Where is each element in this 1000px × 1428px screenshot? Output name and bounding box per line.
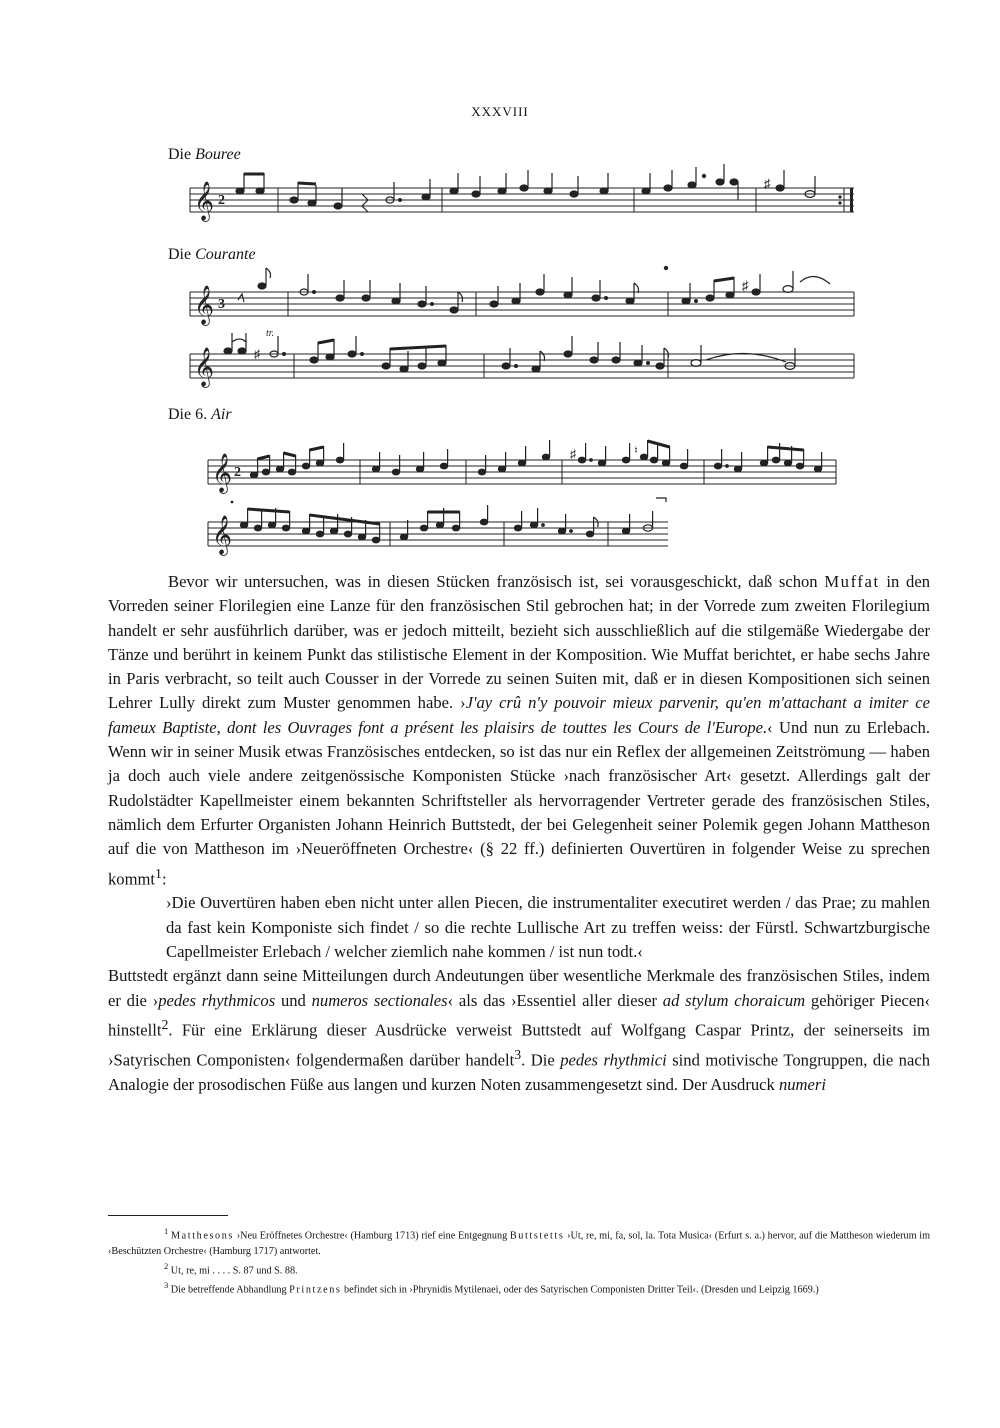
svg-text:tr.: tr. <box>266 328 275 339</box>
label-title: Bouree <box>195 146 241 163</box>
example-label-bouree <box>168 146 241 164</box>
example-label-courante <box>168 246 256 264</box>
music-staff-courante-1 <box>190 274 860 336</box>
svg-text:♮: ♮ <box>634 445 638 457</box>
example-label-air <box>168 406 232 424</box>
paragraph-2 <box>108 964 930 1097</box>
footnote-1 <box>108 1224 930 1259</box>
text-run: ›Neu Eröffnetes Orchestre‹ (Hamburg 1713) rief eine Entgegnung <box>233 1230 510 1242</box>
svg-text:♯: ♯ <box>764 176 771 191</box>
text-run: Buttstetts <box>509 1230 565 1242</box>
text-run: befindet sich in ›Phrynidis Mytilenaei, oder des Satyrischen Componisten Dritter Teil‹. (Dresden und Leipzig 1669.) <box>341 1284 819 1296</box>
meter-air: 2 <box>234 465 241 480</box>
footnotes <box>108 1224 930 1298</box>
meter-courante: 3 <box>218 297 225 312</box>
footnote-marker: 3 <box>164 1280 169 1291</box>
page-number: XXXVIII <box>471 104 529 119</box>
svg-text:𝄞: 𝄞 <box>194 181 215 221</box>
text-run: Printzens <box>289 1284 342 1296</box>
term-numeri: numeri <box>778 1074 826 1094</box>
label-title: Air <box>211 406 232 423</box>
footnote-marker: 1 <box>164 1226 169 1236</box>
text-run: ‹ als das ›Essentiel aller dieser <box>447 990 663 1010</box>
text-run: . Für eine Erklärung dieser Ausdrücke verweist Buttstedt auf Wolfgang Caspar Printz, der seinerseits im ›Satyrischen Componisten‹ folgendermaßen darüber handelt <box>108 1020 930 1070</box>
svg-text:𝄞: 𝄞 <box>194 285 215 325</box>
label-prefix: Die <box>168 246 192 263</box>
term-ad-stylum-choraicum: ad stylum choraicum <box>662 990 806 1010</box>
footnote-ref-1: 1 <box>155 865 162 881</box>
svg-text:𝄞: 𝄞 <box>212 453 233 493</box>
text-run: Bevor wir untersuchen, was in diesen Stücken französisch ist, sei vorausgeschickt, daß schon <box>168 572 825 591</box>
text-run: sind motivische Tongruppen, die nach Analogie der prosodischen Füße aus langen und kurzen Noten zusammengesetzt sind. Der Ausdruck <box>108 1050 930 1094</box>
footnote-ref-3: 3 <box>514 1046 522 1062</box>
svg-text:♯: ♯ <box>742 278 749 293</box>
text-run: Die betreffende Abhandlung <box>170 1284 290 1296</box>
music-staff-bouree <box>190 168 860 240</box>
text-run: Buttstedt ergänzt dann seine Mitteilungen durch Andeutungen über wesentliche Merkmale des französischen Stiles, indem er die › <box>108 966 930 1010</box>
text-run: ›Ut, re, mi, fa, sol, la. Tota Musica‹ (Erfurt s. a.) hervor, auf die Mattheson wiederum im ›Beschützten Orchestre‹ (Hamburg 1717) antwortet. <box>108 1230 930 1257</box>
text-run: . Die <box>521 1050 561 1070</box>
svg-text:♯: ♯ <box>570 447 576 461</box>
footnote-marker: 2 <box>164 1260 169 1271</box>
svg-text:𝄞: 𝄞 <box>212 515 233 555</box>
text-run: Ut, re, mi . . . . S. 87 und S. 88. <box>170 1265 298 1277</box>
term-pedes-rhythmicos: pedes rhythmicos <box>158 990 276 1010</box>
term-pedes-rhythmici: pedes rhythmici <box>560 1050 667 1070</box>
text-run: und <box>275 990 312 1010</box>
footnote-divider <box>108 1215 228 1216</box>
footnote-2 <box>108 1259 930 1279</box>
music-staff-air-2 <box>208 504 848 566</box>
svg-text:𝄞: 𝄞 <box>194 347 215 387</box>
footnote-ref-2: 2 <box>161 1016 169 1032</box>
music-staff-air-1 <box>208 442 848 504</box>
svg-text:♯: ♯ <box>254 347 260 361</box>
text-run: in den Vorreden seiner Florilegien eine Lanze für den französischen Stil gebrochen hat; in der Vorrede zum zweiten Florilegium handelt er sehr ausführlich darüber, was er jedoch mitteilt, bezieht sich ausschließlich auf die stilgemäße Wiedergabe der Tänze und berührt in keinem Punkt das stilistische Element in der Komposition. Wie Muffat berichtet, er habe sechs Jahre in Paris verbracht, so teilt auch Cousser in der Vorrede zu seinen Suiten mit, daß er in diesen Kompositionen sich seinen Lehrer Lully direkt zum Muster genommen habe. › <box>108 572 930 713</box>
label-prefix: Die 6. <box>168 406 208 423</box>
meter-bouree: 2 <box>218 193 225 208</box>
footnote-3 <box>108 1278 930 1298</box>
block-quote: ›Die Ouvertüren haben eben nicht unter allen Piecen, die instrumentaliter executiret werden / das Prae; zu mahlen da fast kein Komponiste sich findet / so die rechte Lullische Art zu treffen weiss: der Fürstl. Schwartzburgische Capellmeister Erlebach / welcher ziemlich nahe kommen / ist nun todt.‹ <box>166 893 930 961</box>
music-staff-courante-2 <box>190 328 860 400</box>
text-run: Matthesons <box>170 1230 234 1242</box>
french-quotation: J'ay crû n'y pouvoir mieux parvenir, qu'en m'attachant a imiter ce fameux Baptiste, dont les Ouvrages font a présent les plaisirs de touttes les Cours de l'Europe. <box>108 693 930 737</box>
text-run: gehöriger Piecen‹ hinstellt <box>108 990 931 1040</box>
body-text <box>108 570 930 1097</box>
label-title: Courante <box>195 246 256 263</box>
label-prefix: Die <box>168 146 192 163</box>
text-run: ‹ Und nun zu Erlebach. Wenn wir in seiner Musik etwas Französisches entdecken, so ist das nur ein Reflex der allgemeinen Zeitströmung — haben ja doch auch viele andere zeitgenössische Komponisten Stücke ›nach französischer Art‹ gesetzt. Allerdings galt der Rudolstädter Kapellmeister einem bekannten Schriftsteller als hervorragender Vertreter gerade des französischen Stiles, nämlich dem Erfurter Organisten Johann Heinrich Buttstedt, der bei Gelegenheit seiner Polemik gegen Johann Mattheson auf die von Mattheson im ›Neueröffneten Orchestre‹ (§ 22 ff.) definierten Ouvertüren in folgender Weise zu sprechen kommt <box>108 717 930 889</box>
name-muffat: Muffat <box>824 572 880 591</box>
term-numeros-sectionales: numeros sectionales <box>311 990 448 1010</box>
paragraph-1 <box>108 570 930 891</box>
text-run: : <box>161 869 167 889</box>
